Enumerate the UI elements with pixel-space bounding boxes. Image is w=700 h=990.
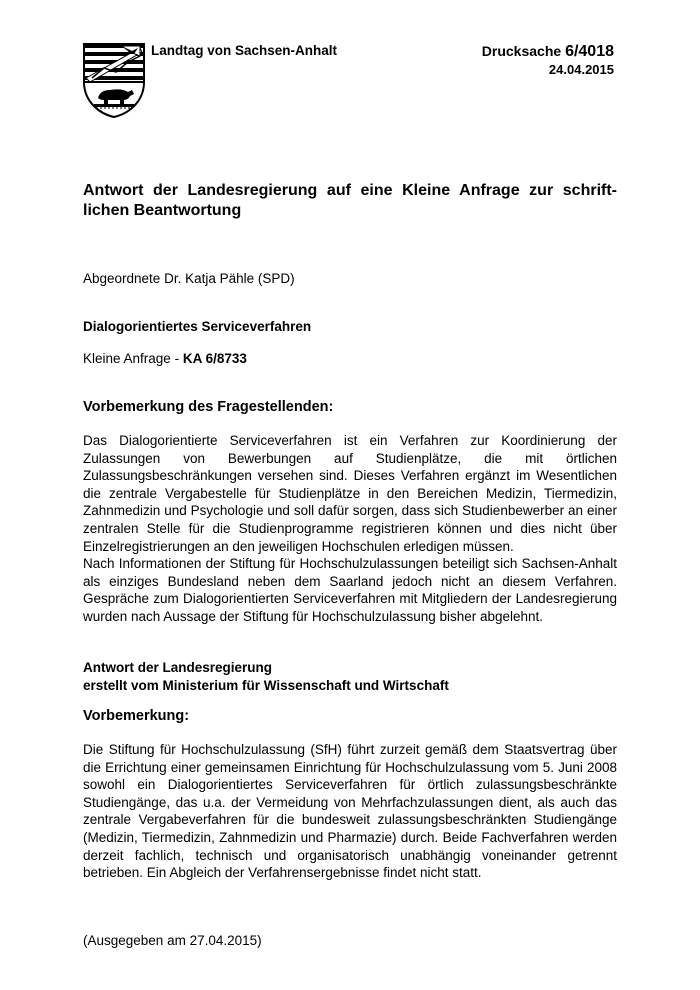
- paragraph: Die Stiftung für Hochschulzulassung (SfH) führt zurzeit gemäß dem Staatsvertrag über die Errichtung einer gemeinsamen Einrichtung für Hochschulzulassung vom 5. Juni 2008 sowohl ein Dialogorientiertes Serviceverfahren für örtlich zulassungsbeschränkte Studiengänge, das u.a. der Vermeidung von Mehrfachzulassungen dient, als auch das zentrale Vergabeverfahren für die bundesweit zulassungsbeschränkten Studiengänge (Medizin, Tiermedizin, Zahnmedizin und Pharmazie) durch. Beide Fachverfahren werden derzeit fachlich, technisch und organisatorisch unabhängig voneinander getrennt betrieben. Ein Abgleich der Verfahrensergebnisse findet nicht statt.: [83, 742, 617, 881]
- vorbemerkung-fragesteller-heading: Vorbemerkung des Fragestellenden:: [83, 399, 334, 415]
- issue-date-footer: (Ausgegeben am 27.04.2015): [83, 933, 262, 948]
- anfrage-label: Kleine Anfrage -: [83, 351, 183, 366]
- drucksache-label: Drucksache: [481, 43, 566, 59]
- coat-of-arms-logo: [82, 42, 146, 118]
- document-date: 24.04.2015: [548, 62, 614, 77]
- drucksache-number: 6/4018: [565, 43, 614, 60]
- drucksache: [482, 43, 614, 61]
- antwort-heading-line1: Antwort der Landesregierung: [83, 660, 273, 675]
- subject-heading: Dialogorientiertes Serviceverfahren: [83, 319, 312, 334]
- vorbemerkung-fragesteller-body: [83, 432, 617, 626]
- vorbemerkung-heading: Vorbemerkung:: [83, 708, 190, 724]
- document-reference: [482, 43, 614, 77]
- anfrage-number: KA 6/8733: [182, 351, 247, 366]
- antwort-heading: [83, 659, 617, 694]
- vorbemerkung-body: [83, 741, 617, 882]
- antwort-heading-line2: erstellt vom Ministerium für Wissenschaft und Wirtschaft: [83, 677, 449, 693]
- paragraph: Das Dialogorientierte Serviceverfahren ist ein Verfahren zur Koordinierung der Zulassungen von Bewerbungen auf Studienplätze, die mit örtlichen Zulassungsbeschränkungen versehen sind. Dieses Verfahren ergänzt im Wesentlichen die zentrale Vergabestelle für Studienplätze in den Bereichen Medizin, Tiermedizin, Zahnmedizin und Psychologie und soll dafür sorgen, dass sich Studienbewerber an einer zentralen Stelle für die Studienprogramme registrieren können und dies nicht über Einzelregistrierungen an den jeweiligen Hochschulen erledigen müssen.: [83, 433, 617, 554]
- anfrage-reference: [83, 350, 617, 368]
- paragraph: Nach Informationen der Stiftung für Hochschulzulassungen beteiligt sich Sachsen-Anhalt als einziges Bundesland neben dem Saarland jedoch nicht an diesem Verfahren. Gespräche zum Dialogorientierten Serviceverfahren mit Mitgliedern der Landesregierung wurden nach Aussage der Stiftung für Hochschulzulassung bisher abgelehnt.: [83, 556, 617, 624]
- parliament-name: Landtag von Sachsen-Anhalt: [151, 43, 338, 58]
- document-title: Antwort der Landesregierung auf eine Kleine Anfrage zur schrift-lichen Beantwortung: [83, 182, 617, 219]
- author: Abgeordnete Dr. Katja Pähle (SPD): [83, 271, 295, 286]
